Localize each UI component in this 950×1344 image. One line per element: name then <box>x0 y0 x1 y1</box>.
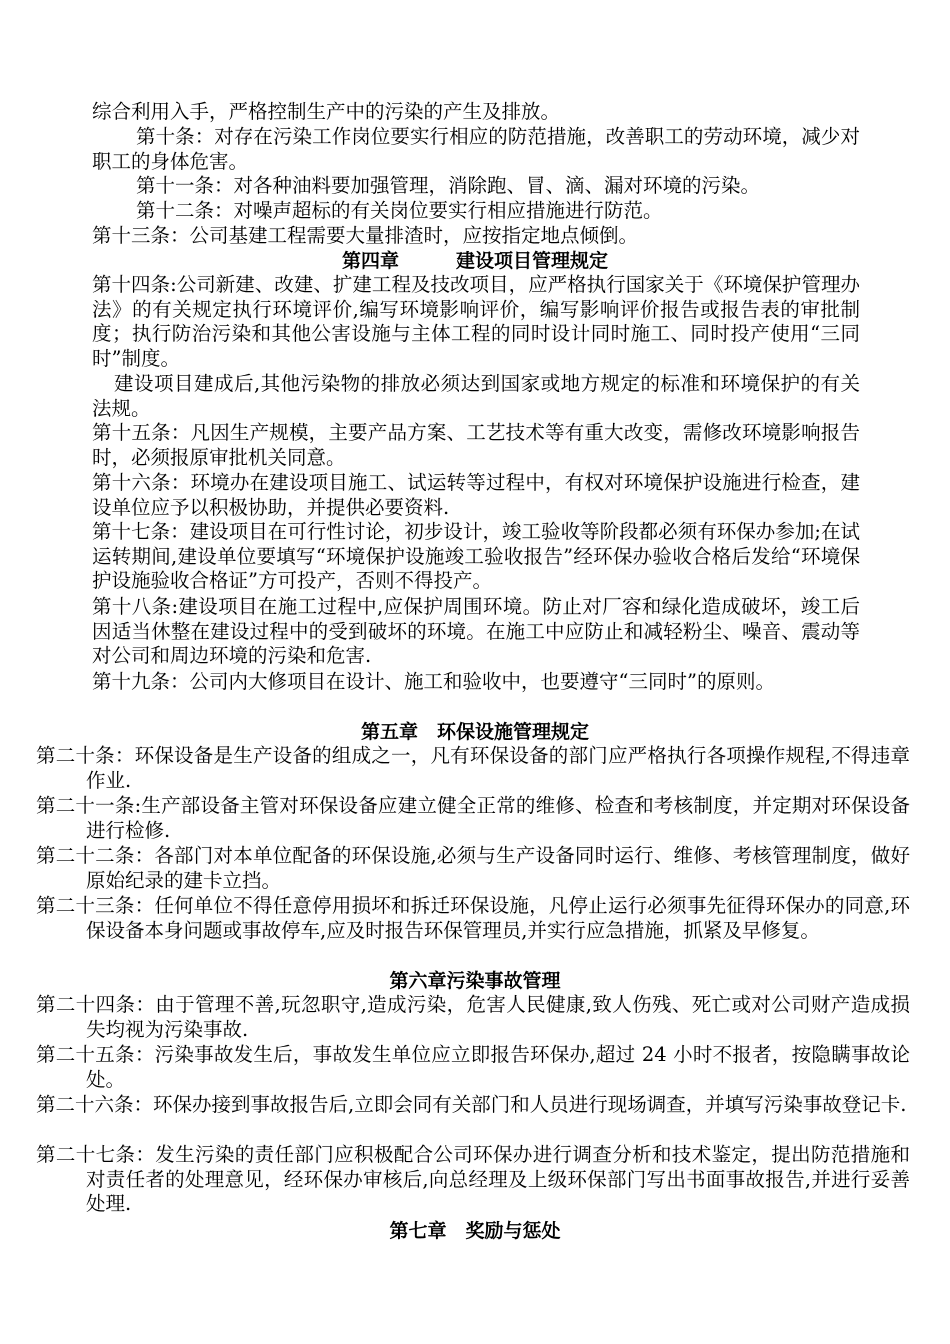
article-24: 第二十四条：由于管理不善,玩忽职守,造成污染，危害人民健康,致人伤残、死亡或对公司财产造成损失均视为污染事故. <box>36 993 910 1041</box>
article-14: 第十四条:公司新建、改建、扩建工程及技改项目，应严格执行国家关于《环境保护管理办法》的有关规定执行环境评价,编写环境影响评价，编写影响评价报告或报告表的审批制度；执行防治污染和其他公害设施与主体工程的同时设计同时施工、同时投产使用“三同时”制度。 <box>92 273 860 370</box>
chapter-4-heading: 第四章 建设项目管理规定 <box>341 250 608 272</box>
article-19: 第十九条：公司内大修项目在设计、施工和验收中，也要遵守“三同时”的原则。 <box>92 670 775 693</box>
article-25: 第二十五条：污染事故发生后，事故发生单位应立即报告环保办,超过 24 小时不报者，按隐瞒事故论处。 <box>36 1043 910 1091</box>
article-12: 第十二条：对噪声超标的有关岗位要实行相应措施进行防范。 <box>136 199 663 222</box>
article-10: 第十条：对存在污染工作岗位要实行相应的防范措施，改善职工的劳动环境，减少对职工的身体危害。 <box>92 125 860 173</box>
paragraph-intro: 综合利用入手，严格控制生产中的污染的产生及排放。 <box>92 100 561 123</box>
article-20: 第二十条：环保设备是生产设备的组成之一，凡有环保设备的部门应严格执行各项操作规程,不得违章作业. <box>36 744 910 792</box>
article-22: 第二十二条：各部门对本单位配备的环保设施,必须与生产设备同时运行、维修、考核管理制度，做好原始纪录的建卡立挡。 <box>36 844 910 892</box>
article-11: 第十一条：对各种油料要加强管理，消除跑、冒、滴、漏对环境的污染。 <box>136 174 761 197</box>
article-17: 第十七条：建设项目在可行性讨论，初步设计，竣工验收等阶段都必须有环保办参加;在试运转期间,建设单位要填写“环境保护设施竣工验收报告”经环保办验收合格后发给“环境保护设施验收合格证”方可投产，否则不得投产。 <box>92 520 860 593</box>
article-18: 第十八条:建设项目在施工过程中,应保护周围环境。防止对厂容和绿化造成破坏，竣工后因适当休整在建设过程中的受到破坏的环境。在施工中应防止和减轻粉尘、噪音、震动等对公司和周边环境的污染和危害. <box>92 595 860 668</box>
article-23: 第二十三条：任何单位不得任意停用损坏和拆迁环保设施，凡停止运行必须事先征得环保办的同意,环保设备本身问题或事故停车,应及时报告环保管理员,并实行应急措施，抓紧及早修复。 <box>36 894 910 942</box>
chapter-7-heading: 第七章 奖励与惩处 <box>389 1220 561 1242</box>
chapter-6-heading: 第六章污染事故管理 <box>389 970 561 992</box>
article-13: 第十三条：公司基建工程需要大量排渣时，应按指定地点倾倒。 <box>92 224 639 247</box>
article-15: 第十五条：凡因生产规模，主要产品方案、工艺技术等有重大改变，需修改环境影响报告时，必须报原审批机关同意。 <box>92 421 860 469</box>
article-21: 第二十一条:生产部设备主管对环保设备应建立健全正常的维修、检查和考核制度，并定期对环保设备进行检修. <box>36 794 910 842</box>
chapter-5-heading: 第五章 环保设施管理规定 <box>360 721 589 743</box>
article-27: 第二十七条：发生污染的责任部门应积极配合公司环保办进行调查分析和技术鉴定，提出防范措施和对责任者的处理意见，经环保办审核后,向总经理及上级环保部门写出书面事故报告,并进行妥善处理. <box>36 1143 910 1216</box>
article-16: 第十六条：环境办在建设项目施工、试运转等过程中，有权对环境保护设施进行检查，建设单位应予以积极协助，并提供必要资料. <box>92 471 860 519</box>
article-14-supplement: 建设项目建成后,其他污染物的排放必须达到国家或地方规定的标准和环境保护的有关法规。 <box>92 372 860 420</box>
article-26: 第二十六条：环保办接到事故报告后,立即会同有关部门和人员进行现场调查，并填写污染事故登记卡. <box>36 1093 907 1116</box>
